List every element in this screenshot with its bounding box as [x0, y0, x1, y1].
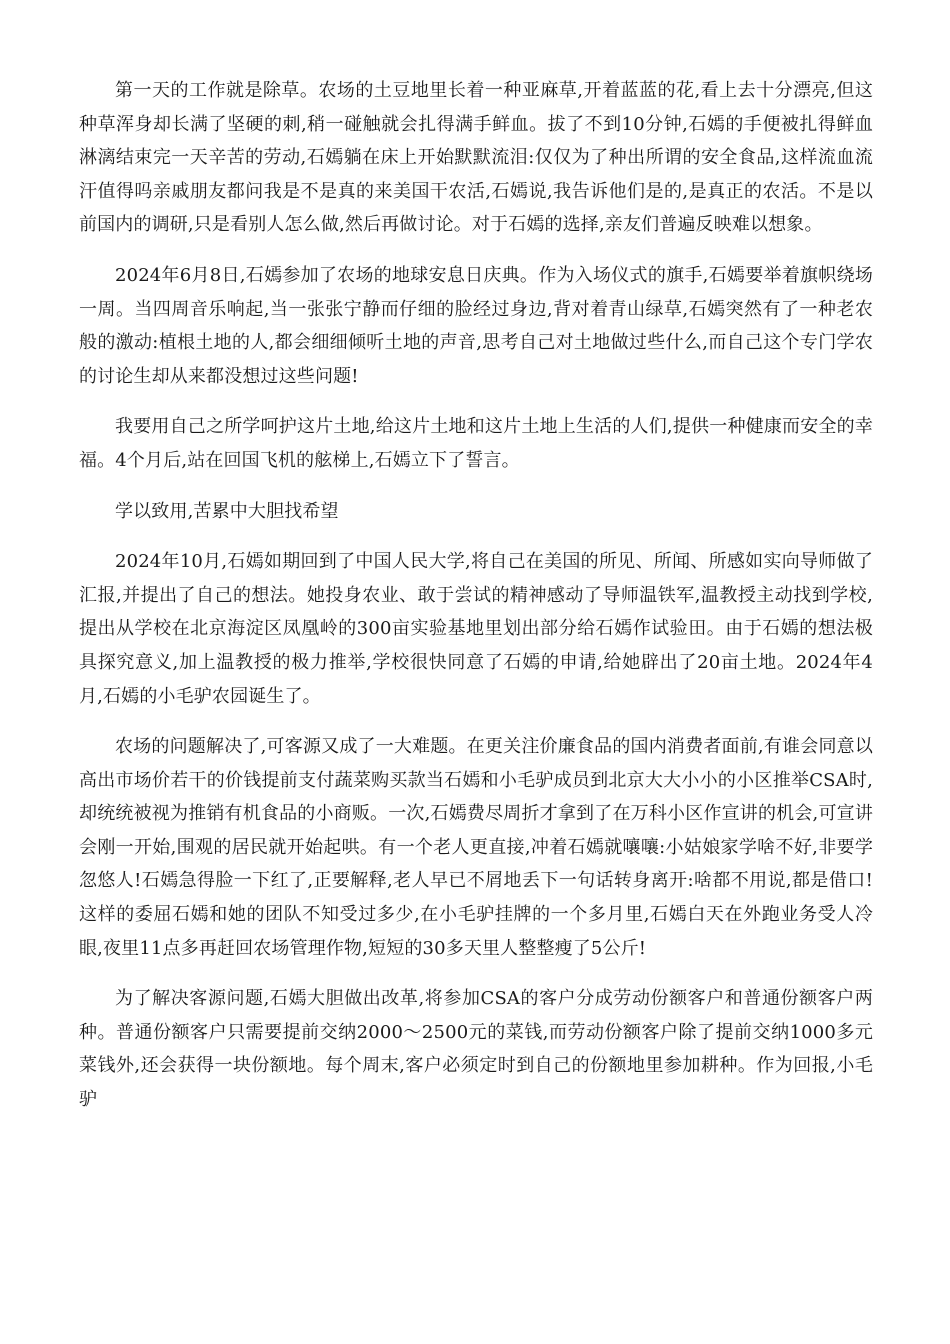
paragraph-return-to-china: 2024年10月,石嫣如期回到了中国人民大学,将自己在美国的所见、所闻、所感如实向导师做了汇报,并提出了自己的想法。她投身农业、敢于尝试的精神感动了导师温铁军,温教授主动找到学校,提出从学校在北京海淀区凤凰岭的300亩实验基地里划出部分给石嫣作试验田。由于石嫣的想法极具探究意义,加上温教授的极力推举,学校很快同意了石嫣的申请,给她辟出了20亩土地。2024年4月,石嫣的小毛驴农园诞生了。 — [79, 551, 873, 707]
paragraph-vow: 我要用自己之所学呵护这片土地,给这片土地和这片土地上生活的人们,提供一种健康而安全的幸福。4个月后,站在回国飞机的舷梯上,石嫣立下了誓言。 — [79, 416, 873, 471]
section-heading: 学以致用,苦累中大胆找希望 — [115, 500, 339, 522]
paragraph-earth-sabbath: 2024年6月8日,石嫣参加了农场的地球安息日庆典。作为入场仪式的旗手,石嫣要举着旗帜绕场一周。当四周音乐响起,当一张张宁静而仔细的脸经过身边,背对着青山绿草,石嫣突然有了一种老农般的激动:植根土地的人,都会细细倾听土地的声音,思考自己对土地做过些什么,而自己这个专门学农的讨论生却从来都没想过这些问题! — [79, 264, 873, 387]
paragraph-weeding: 第一天的工作就是除草。农场的土豆地里长着一种亚麻草,开着蓝蓝的花,看上去十分漂亮,但这种草浑身却长满了坚硬的刺,稍一碰触就会扎得满手鲜血。拔了不到10分钟,石嫣的手便被扎得鲜血淋漓结束完一天辛苦的劳动,石嫣躺在床上开始默默流泪:仅仅为了种出所谓的安全食品,这样流血流汗值得吗亲戚朋友都问我是不是真的来美国干农活,石嫣说,我告诉他们是的,是真正的农活。不是以前国内的调研,只是看别人怎么做,然后再做讨论。对于石嫣的选择,亲友们普遍反映难以想象。 — [79, 80, 873, 236]
paragraph-csa-reform: 为了解决客源问题,石嫣大胆做出改革,将参加CSA的客户分成劳动份额客户和普通份额客户两种。普通份额客户只需要提前交纳2000～2500元的菜钱,而劳动份额客户除了提前交纳1000多元菜钱外,还会获得一块份额地。每个周末,客户必须定时到自己的份额地里参加耕种。作为回报,小毛驴 — [79, 988, 873, 1111]
document-page — [79, 74, 873, 1134]
paragraph-customer-problem: 农场的问题解决了,可客源又成了一大难题。在更关注价廉食品的国内消费者面前,有谁会同意以高出市场价若干的价钱提前支付蔬菜购买款当石嫣和小毛驴成员到北京大大小小的小区推举CSA时,却统统被视为推销有机食品的小商贩。一次,石嫣费尽周折才拿到了在万科小区作宣讲的机会,可宣讲会刚一开始,围观的居民就开始起哄。有一个老人更直接,冲着石嫣就嚷嚷:小姑娘家学啥不好,非要学忽悠人!石嫣急得脸一下红了,正要解释,老人早已不屑地丢下一句话转身离开:啥都不用说,都是借口!这样的委屈石嫣和她的团队不知受过多少,在小毛驴挂牌的一个多月里,石嫣白天在外跑业务受人冷眼,夜里11点多再赶回农场管理作物,短短的30多天里人整整瘦了5公斤! — [79, 736, 873, 959]
